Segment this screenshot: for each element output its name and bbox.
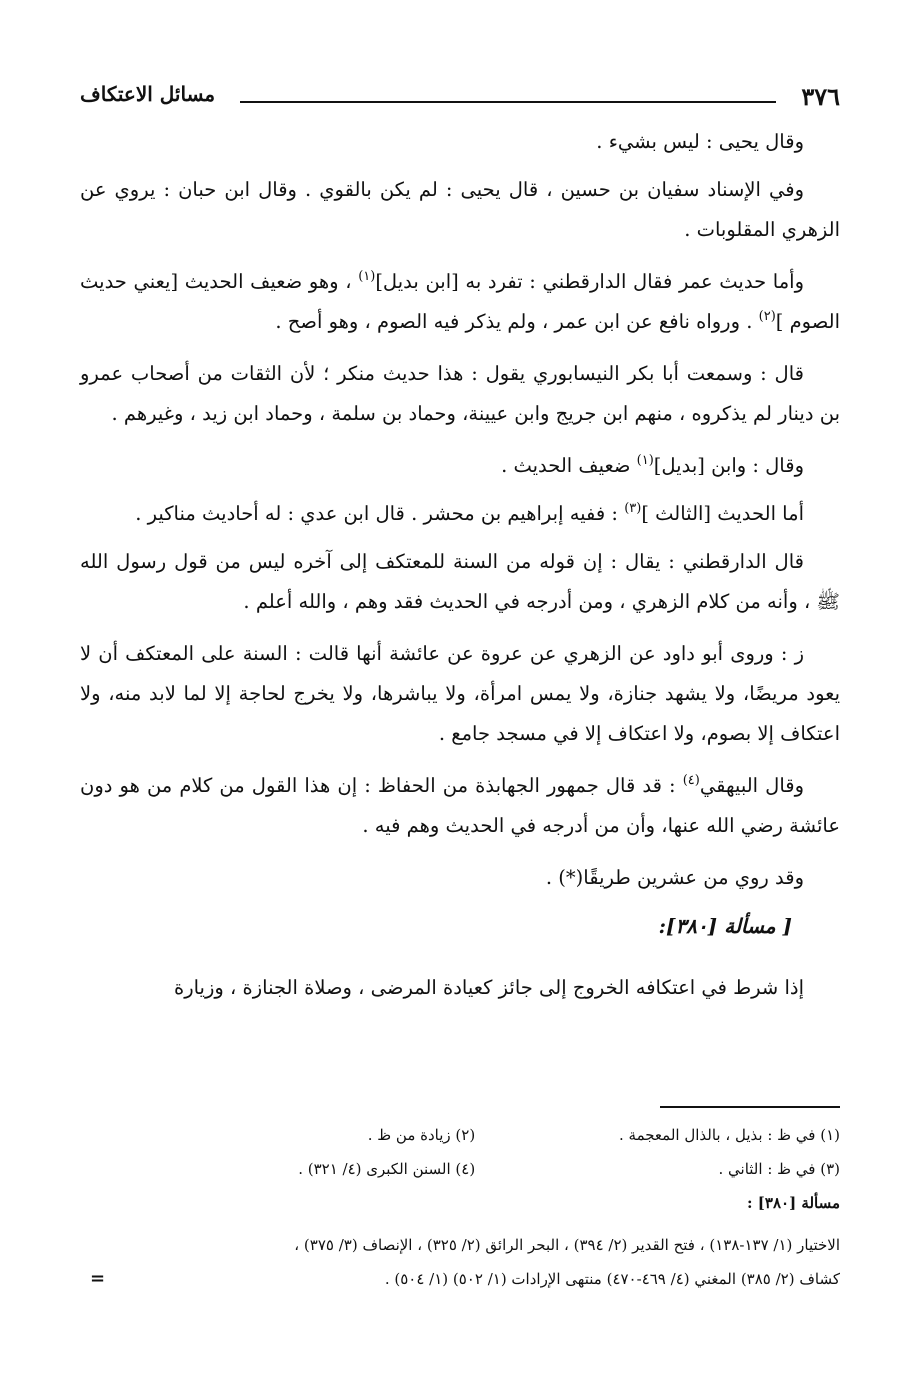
page-number: ٣٧٦: [801, 82, 840, 111]
paragraph: [80, 494, 840, 534]
paragraph: وقال يحيى : ليس بشيء .: [596, 130, 804, 153]
page-header: [80, 80, 840, 116]
masala-references: [80, 1228, 840, 1296]
masala-label: مسألة [٣٨٠] :: [747, 1194, 840, 1212]
paragraph-text: وقال البيهقي: [699, 774, 804, 797]
paragraph-text: ، وهو ضعيف الحديث [يعني حديث الصوم ]: [80, 270, 840, 333]
footnote: (١) في ظ : بذيل ، بالذال المعجمة .: [618, 1126, 840, 1144]
main-text: [80, 122, 840, 1020]
paragraph: إذا شرط في اعتكافه الخروج إلى جائز كعيادة المرضى ، وصلاة الجنازة ، وزيارة: [173, 976, 804, 999]
footnote-divider: [660, 1106, 840, 1108]
paragraph-text: وقال : وابن [بديل]: [653, 454, 804, 477]
paragraph-text: : ففيه إبراهيم بن محشر . قال ابن عدي : له أحاديث مناكير .: [135, 502, 618, 525]
paragraph: ز : وروى أبو داود عن الزهري عن عروة عن عائشة أنها قالت : السنة على المعتكف أن لا يعود مريضًا، ولا يشهد جنازة، ولا يمس امرأة، ولا يباشرها، ولا يخرج لحاجة إلا لما لابد منه، ولا اعتكاف إلا بصوم، ولا اعتكاف إلا في مسجد جامع .: [80, 642, 840, 745]
reference-line: الاختيار (١/ ١٣٧-١٣٨) ، فتح القدير (٢/ ٣٩٤) ، البحر الرائق (٢/ ٣٢٥) ، الإنصاف (٣/ ٣٧٥) ،: [294, 1236, 840, 1254]
footnote-ref: (١): [358, 269, 376, 284]
header-rule: [240, 101, 776, 103]
paragraph: قال الدارقطني : يقال : إن قوله من السنة للمعتكف إلى آخره ليس من قول رسول الله ﷺ ، وأنه من كلام الزهري ، ومن أدرجه في الحديث فقد وهم ، والله أعلم .: [80, 550, 840, 613]
footnote-ref: (١): [636, 453, 654, 468]
paragraph: [80, 262, 840, 342]
footnotes: [80, 1118, 840, 1296]
continuation-mark: =: [90, 1268, 106, 1289]
paragraph: وفي الإسناد سفيان بن حسين ، قال يحيى : لم يكن بالقوي . وقال ابن حبان : يروي عن الزهري المقلوبات .: [80, 178, 840, 241]
footnote-ref: (٢): [758, 309, 776, 324]
footnote: (٤) السنن الكبرى (٤/ ٣٢١) .: [298, 1160, 476, 1178]
reference-line: كشاف (٢/ ٣٨٥) المغني (٤/ ٤٦٩-٤٧٠) منتهى الإرادات (١/ ٥٠٢) (١/ ٥٠٤) .: [384, 1270, 840, 1288]
masala-heading: [ مسألة [٣٨٠]:: [658, 914, 792, 938]
paragraph-text: : قد قال جمهور الجهابذة من الحفاظ : إن هذا القول من كلام من هو دون عائشة رضي الله عنها، وأن من أدرجه في الحديث وهم فيه .: [80, 774, 840, 837]
paragraph: [80, 446, 840, 486]
paragraph-text: أما الحديث [الثالث ]: [641, 502, 804, 525]
footnote-ref: (٣): [624, 501, 642, 516]
paragraph: وقد روي من عشرين طريقًا(*) .: [545, 866, 804, 889]
footnote-ref: (٤): [682, 773, 700, 788]
paragraph-text: وأما حديث عمر فقال الدارقطني : تفرد به [ابن بديل]: [375, 270, 805, 293]
paragraph: [80, 766, 840, 846]
footnote: (٢) زيادة من ظ .: [367, 1126, 476, 1144]
footnote-row: [80, 1152, 840, 1186]
footnote: (٣) في ظ : الثاني .: [718, 1160, 840, 1178]
paragraph: قال : وسمعت أبا بكر النيسابوري يقول : هذا حديث منكر ؛ لأن الثقات من أصحاب عمرو بن دينار لم يذكروه ، منهم ابن جريج وابن عيينة، وحماد بن سلمة ، وحماد ابن زيد ، وغيرهم .: [80, 362, 840, 425]
paragraph-text: ضعيف الحديث .: [501, 454, 631, 477]
footnote-row: [80, 1118, 840, 1152]
chapter-title: مسائل الاعتكاف: [80, 82, 216, 106]
paragraph-text: . ورواه نافع عن ابن عمر ، ولم يذكر فيه الصوم ، وهو أصح .: [275, 310, 753, 333]
